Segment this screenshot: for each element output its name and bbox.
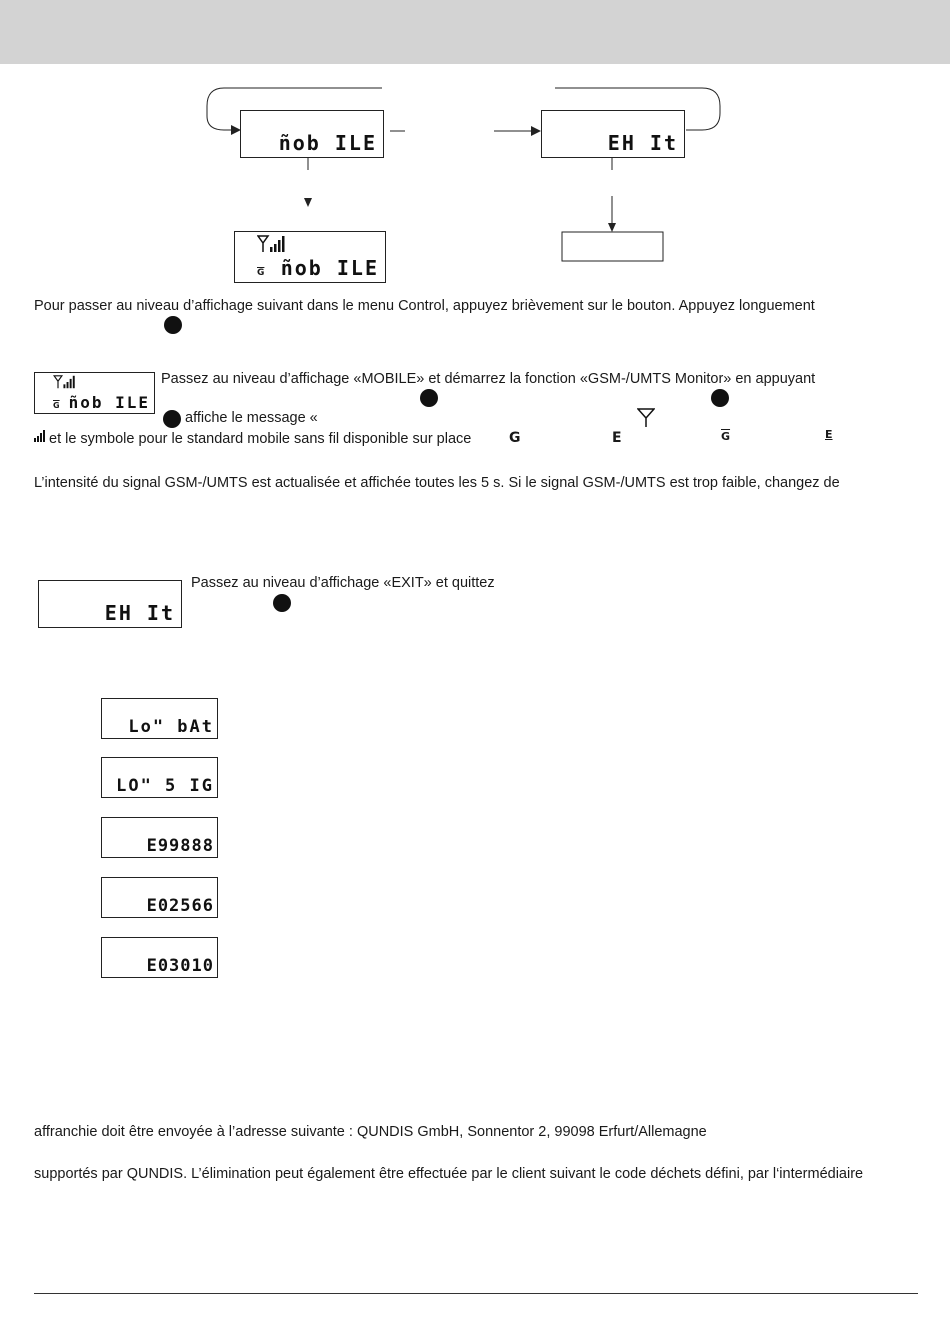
mobile-detail-display-text: ñob ILE [280,256,379,280]
exit-small-display [38,580,182,628]
mobile-small-display [34,372,155,414]
error-code-text-1: E99888 [146,836,214,856]
error-code-display-1 [101,817,218,858]
exit-display [541,110,685,158]
control-menu-text: Pour passer au niveau d’affichage suivant dans le menu Control, appuyez brièvement sur le bouton. Appuyez longuement [34,298,815,314]
mobile-text-line1: Passez au niveau d’affichage «MOBILE» et démarrez la fonction «GSM-/UMTS Monitor» en appuyant [161,371,816,387]
low-signal-display-text: LO" 5 IG [116,776,214,796]
exit-display-text: EH It [607,131,678,155]
button-icon [164,316,182,334]
button-icon [273,594,291,612]
low-battery-display [101,698,218,739]
button-icon [420,389,438,407]
antenna-icon [637,408,655,428]
standard-letter-e: E [612,430,622,446]
standard-letter-g-overline: $\overline{G}$ [721,430,731,443]
button-icon [711,389,729,407]
mobile-small-display-text: ñob ILE [68,393,150,412]
exit-small-display-text: EH It [104,601,175,625]
mobile-text-line3: et le symbole pour le standard mobile sans fil disponible sur place [49,431,472,447]
return-address-text: affranchie doit être envoyée à l’adresse suivante : QUNDIS GmbH, Sonnentor 2, 99098 Erfurt/Allemagne [34,1124,707,1140]
error-code-text-2: E02566 [146,896,214,916]
signal-strength-icon [257,235,287,253]
exit-text-line1: Passez au niveau d’affichage «EXIT» et quittez [191,575,495,591]
footer-rule [34,1293,918,1294]
error-code-display-3 [101,937,218,978]
low-signal-display [101,757,218,798]
error-code-display-2 [101,877,218,918]
mobile-display-text: ñob ILE [278,131,377,155]
mobile-text-line2: affiche le message « [185,410,318,426]
standard-letter-g: G [509,430,521,446]
error-code-text-3: E03010 [146,956,214,976]
gsm-mark: $\overline{G}$ [257,268,265,278]
mobile-display [240,110,384,158]
signal-update-text: L’intensité du signal GSM-/UMTS est actualisée et affichée toutes les 5 s. Si le signal GSM-/UMTS est trop faible, changez de [34,475,840,491]
navigation-diagram [0,0,950,300]
mobile-detail-display [234,231,386,283]
low-battery-display-text: Lo" bAt [128,717,214,737]
signal-bars-icon [34,430,46,442]
standard-letter-e-underline: E [825,428,833,441]
gsm-mark: $\overline{G}$ [53,401,60,410]
button-icon [163,410,181,428]
disposal-text: supportés par QUNDIS. L’élimination peut également être effectuée par le client suivant le code déchets défini, par l‘intermédiaire [34,1166,864,1182]
signal-strength-icon [53,375,77,389]
